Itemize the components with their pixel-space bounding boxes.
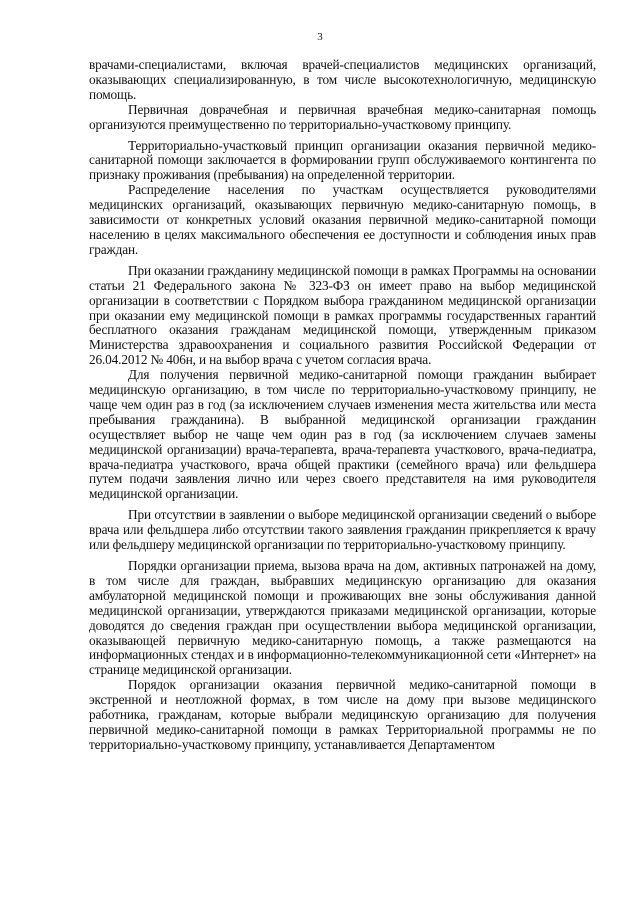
document-body [89, 58, 596, 753]
paragraph-emergency-care: Порядок организации оказания первичной медико-санитарной помощи в экстренной и неотложной формах, в том числе на дому при вызове медицинского работника, гражданам, которые выбрали медицинскую организацию для получения первичной медико-санитарной помощи в рамках Территориальной программы не по территориально-участковому принципу, устанавливается Департаментом [89, 677, 596, 752]
paragraph-admission-procedures: Порядки организации приема, вызова врача на дом, активных патронажей на дому, в том числе для граждан, выбравших медицинскую организацию для оказания амбулаторной медицинской помощи и проживающих вне зоны обслуживания данной медицинской организации, утверждаются приказами медицинской организации, которые доводятся до сведения граждан при осуществлении выбора медицинской организации, оказывающей первичную медико-санитарную помощь, а также размещаются на информационных стендах и в информационно-телекоммуникационной сети «Интернет» на странице медицинской организации. [89, 558, 596, 678]
paragraph-territorial-principle: Территориально-участковый принцип организации оказания первичной медико-санитарной помощи заключается в формировании групп обслуживаемого контингента по признаку проживания (пребывания) на определенной территории. [89, 137, 596, 183]
paragraph-specialists-continuation: врачами-специалистами, включая врачей-специалистов медицинских организаций, оказывающих специализированную, в том числе высокотехнологичную, медицинскую помощь. [89, 57, 596, 102]
page-number: 3 [317, 31, 323, 43]
paragraph-population-distribution: Распределение населения по участкам осуществляется руководителями медицинских организаций, оказывающих первичную медико-санитарную помощь, в зависимости от конкретных условий оказания первичной медико-санитарной помощи населению в целях максимального обеспечения ее доступности и соблюдения иных прав граждан. [89, 182, 596, 257]
paragraph-primary-care-organization: Первичная доврачебная и первичная врачебная медико-санитарная помощь организуются преимущественно по территориально-участковому принципу. [89, 101, 596, 132]
paragraph-default-attachment: При отсутствии в заявлении о выборе медицинской организации сведений о выборе врача или фельдшера либо отсутствии такого заявления гражданин прикрепляется к врачу или фельдшеру медицинской организации по территориально-участковому принципу. [89, 507, 596, 553]
paragraph-right-to-choose: При оказании гражданину медицинской помощи в рамках Программы на основании статьи 21 Федерального закона № 323-ФЗ он имеет право на выбор медицинской организации в соответствии с Порядком выбора гражданином медицинской организации при оказании ему медицинской помощи в рамках программы государственных гарантий бесплатного оказания гражданам медицинской помощи, утвержденным приказом Министерства здравоохранения и социального развития Российской Федерации от 26.04.2012 № 406н, и на выбор врача с учетом согласия врача. [89, 262, 596, 368]
paragraph-choice-procedure: Для получения первичной медико-санитарной помощи гражданин выбирает медицинскую организацию, в том числе по территориально-участковому принципу, не чаще чем один раз в год (за исключением случаев изменения места жительства или места пребывания гражданина). В выбранной медицинской организации гражданин осуществляет выбор не чаще чем один раз в год (за исключением случаев замены медицинской организации) врача-терапевта, врача-терапевта участкового, врача-педиатра, врача-педиатра участкового, врача общей практики (семейного врача) или фельдшера путем подачи заявления лично или через своего представителя на имя руководителя медицинской организации. [89, 367, 596, 502]
